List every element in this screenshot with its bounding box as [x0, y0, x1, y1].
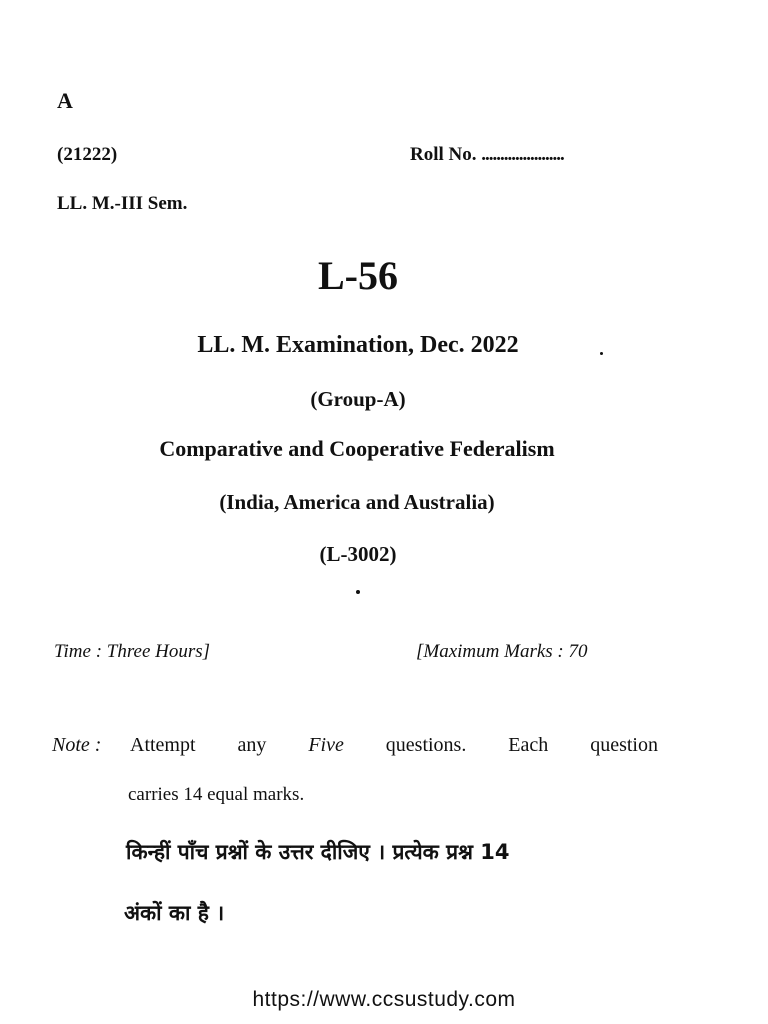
website-url[interactable]: https://www.ccsustudy.com [252, 988, 516, 1011]
note-word: questions. [385, 734, 467, 756]
subject-subtitle: (India, America and Australia) [219, 490, 495, 514]
stray-dot [356, 590, 360, 594]
paper-series: A [57, 88, 73, 113]
semester-label: LL. M.-III Sem. [57, 193, 188, 214]
note-word: any [237, 734, 267, 756]
course-code: (L-3002) [319, 542, 397, 566]
paper-title-code: L-56 [318, 253, 398, 298]
note-word: Attempt [130, 734, 196, 756]
group-label: (Group-A) [310, 387, 406, 411]
note-word: Each [508, 734, 549, 756]
paper-code-number: (21222) [57, 144, 118, 165]
maximum-marks: [Maximum Marks : 70 [416, 641, 588, 662]
note-word: question [590, 734, 658, 756]
note-label: Note : [52, 734, 102, 756]
exam-name: LL. M. Examination, Dec. 2022 [197, 332, 519, 358]
note-instruction-continuation: carries 14 equal marks. [128, 784, 305, 805]
subject-title: Comparative and Cooperative Federalism [159, 436, 555, 461]
note-word: Five [308, 734, 344, 756]
note-instruction-line [130, 734, 658, 757]
time-allowed: Time : Three Hours] [54, 641, 211, 662]
roll-number-blank: ...................... [481, 144, 564, 165]
roll-number-label: Roll No. [410, 144, 477, 165]
hindi-instruction-line: किन्हीं पाँच प्रश्नों के उत्तर दीजिए । प्रत्येक प्रश्न 14 [126, 840, 510, 864]
hindi-instruction-continuation: अंकों का है । [124, 901, 225, 925]
roll-number-field [410, 144, 564, 166]
